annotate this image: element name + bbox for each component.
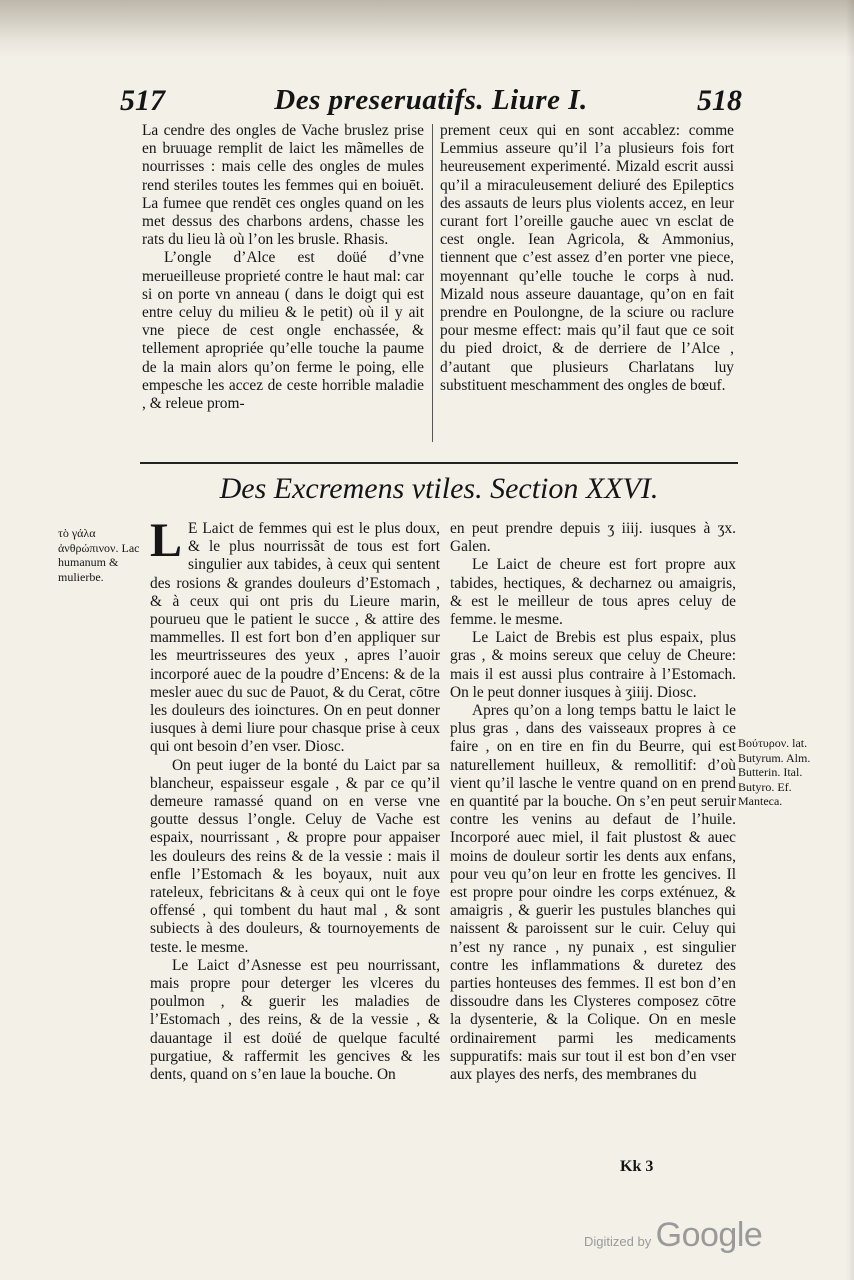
- bottom-left-column: [150, 514, 440, 1084]
- paragraph: La cendre des ongles de Vache bruslez prise en bruuage remplit de laict les mãmelles de nourrisses : mais celle des ongles de mules rend steriles toutes les femmes qui en boiuēt. La fumee que rendēt ces ongles quand on les met dessus des charbons ardens, chasse les rats du lieu là où l’on les brusle. Rhasis.: [142, 122, 424, 249]
- paragraph-first: [150, 514, 440, 757]
- paragraph: Le Laict de Brebis est plus espaix, plus gras , & moins sereux que celuy de Cheure: mais il est aussi plus contraire à l’Estomach. On le peut donner iusques à ʒiiij. Diosc.: [450, 629, 736, 701]
- paragraph: Le Laict de cheure est fort propre aux tabides, hectiques, & decharnez ou amaigris, & est le meilleur de tous apres celuy de femme. le mesme.: [450, 556, 736, 629]
- top-left-column: [142, 122, 424, 413]
- section-rule: [140, 462, 738, 464]
- paragraph: prement ceux qui en sont accablez: comme Lemmius asseure qu’il l’a plusieurs fois fort heureusement experimenté. Mizald escrit aussi qu’il a miraculeusement deliuré des Epileptics des assauts de leurs plus violents accez, en leur curant fort l’oreille gauche auec vn esclat de cest ongle. Iean Agricola, & Ammonius, tiennent que c’est assez d’en porter vne piece, moyennant qu’elle touche le corps à nud. Mizald nous asseure dauantage, qu’on en fait prendre en Poulongne, de la sciure ou raclure pour mesme effect: mais qu’il faut que ce soit du pied droict, & de derriere de l’Alce , d’autant que plusieurs Charlatans luy substituent meschamment des ongles de bœuf.: [440, 122, 734, 394]
- page-number-left: 517: [120, 84, 165, 117]
- page-edge-shadow: [846, 0, 854, 1280]
- paragraph: en peut prendre depuis ʒ iiij. iusques à ʒx. Galen.: [450, 520, 736, 556]
- page-number-right: 518: [697, 84, 742, 117]
- paragraph: L’ongle d’Alce est doüé d’vne merueilleuse proprieté contre le haut mal: car si on porte vn anneau ( dans le doigt qui est entre celuy du milieu & le petit) où il y ait vne piece de cest ongle enchassée, & tellement apropriée qu’elle touche la paume de la main alors qu’on ferme le poing, elle empesche les accez de ceste horrible maladie , & releue prom-: [142, 249, 424, 413]
- google-logo: Google: [655, 1216, 763, 1254]
- top-right-column: [440, 122, 734, 395]
- running-title: Des preseruatifs. Liure I.: [274, 84, 588, 116]
- bottom-right-column: [450, 520, 736, 1084]
- paragraph: Apres qu’on a long temps battu le laict le plus gras , dans des vaisseaux propres à ce faire , on en tire en fin du Beurre, qui est naturellement huilleux, & remollitif: d’où vient qu’il lasche le ventre quand on en prend en quantité par la bouche. On s’en peut seruir contre les venins au defaut de l’huile. Incorporé auec miel, il fait plustost & auec moins de douleur sortir les dents aux enfans, pour veu qu’on leur en frotte les gencives. Il est propre pour oindre les corps exténuez, & amaigris , & guerir les pustules blanches qui naissent & paroissent sur le cuir. Celuy qui n’est ny rance , ny punaix , est singulier contre les inflammations & duretez des parties honteuses des femmes. Il est bon d’en dissoudre dans les Clysteres composez cōtre la dysenterie, & la Colique. On en mesle ordinairement parmi les medicaments suppuratifs: mais sur tout il est bon d’en vser aux playes des nerfs, des membranes du: [450, 702, 736, 1084]
- digitized-watermark: [584, 1216, 762, 1255]
- margin-note-right: Βούτυρον. lat. Butyrum. Alm. Butterin. Ital. Butyro. Ef. Manteca.: [738, 736, 811, 808]
- column-divider: [432, 124, 433, 442]
- drop-cap: L: [150, 514, 183, 567]
- paragraph-text: E Laict de femmes qui est le plus doux, & le plus nourrissãt de tous est fort singulier aux tabides, à ceux qui sentent des rosions & grandes douleurs d’Estomach , & à ceux qui ont pris du Lieure marin, pourueu que le patient le succe , & attire des mammelles. Il est fort bon d’en appliquer sur les meurtrisseures des yeux , apres l’auoir incorporé auec de la poudre d’Encens: & de la mesler auec du suc de Pauot, & du Cerat, cōtre les douleurs des ioinctures. On en peut donner iusques à demi liure pour chasque prise à ceux qui ont besoin d’en vser. Diosc.: [150, 520, 440, 756]
- paragraph: On peut iuger de la bonté du Laict par sa blancheur, espaisseur esgale , & par ce qu’il demeure ramassé quand on en verse vne goutte dessus l’ongle. Celuy de Vache est espaix, nourrissant , & propre pour appaiser les douleurs des reins & de la vessie : mais il enfle l’Estomach & les boyaux, nuit aux rateleux, febricitans & à ceux qui ont le foye offensé , qui tombent du haut mal , & sont subiects à des douleurs, & tournoyements de teste. le mesme.: [150, 756, 440, 956]
- catchword-signature: Kk 3: [620, 1158, 654, 1175]
- scan-edge-shadow: [0, 0, 854, 58]
- running-header: [120, 84, 742, 124]
- paragraph: Le Laict d’Asnesse est peu nourrissant, mais propre pour deterger les vlceres du poulmon , & guerir les maladies de l’Estomach , des reins, & de la vessie , & dauantage il est doüé de quelque faculté purgatiue, & raffermit les gencives & les dents, quand on s’en laue la bouche. On: [150, 956, 440, 1084]
- watermark-prefix: Digitized by: [584, 1234, 652, 1249]
- margin-note-left: τὸ γάλα ἀνθρώπινον. Lac humanum & mulierbe.: [58, 526, 140, 584]
- section-title: Des Excremens vtiles. Section XXVI.: [219, 472, 659, 505]
